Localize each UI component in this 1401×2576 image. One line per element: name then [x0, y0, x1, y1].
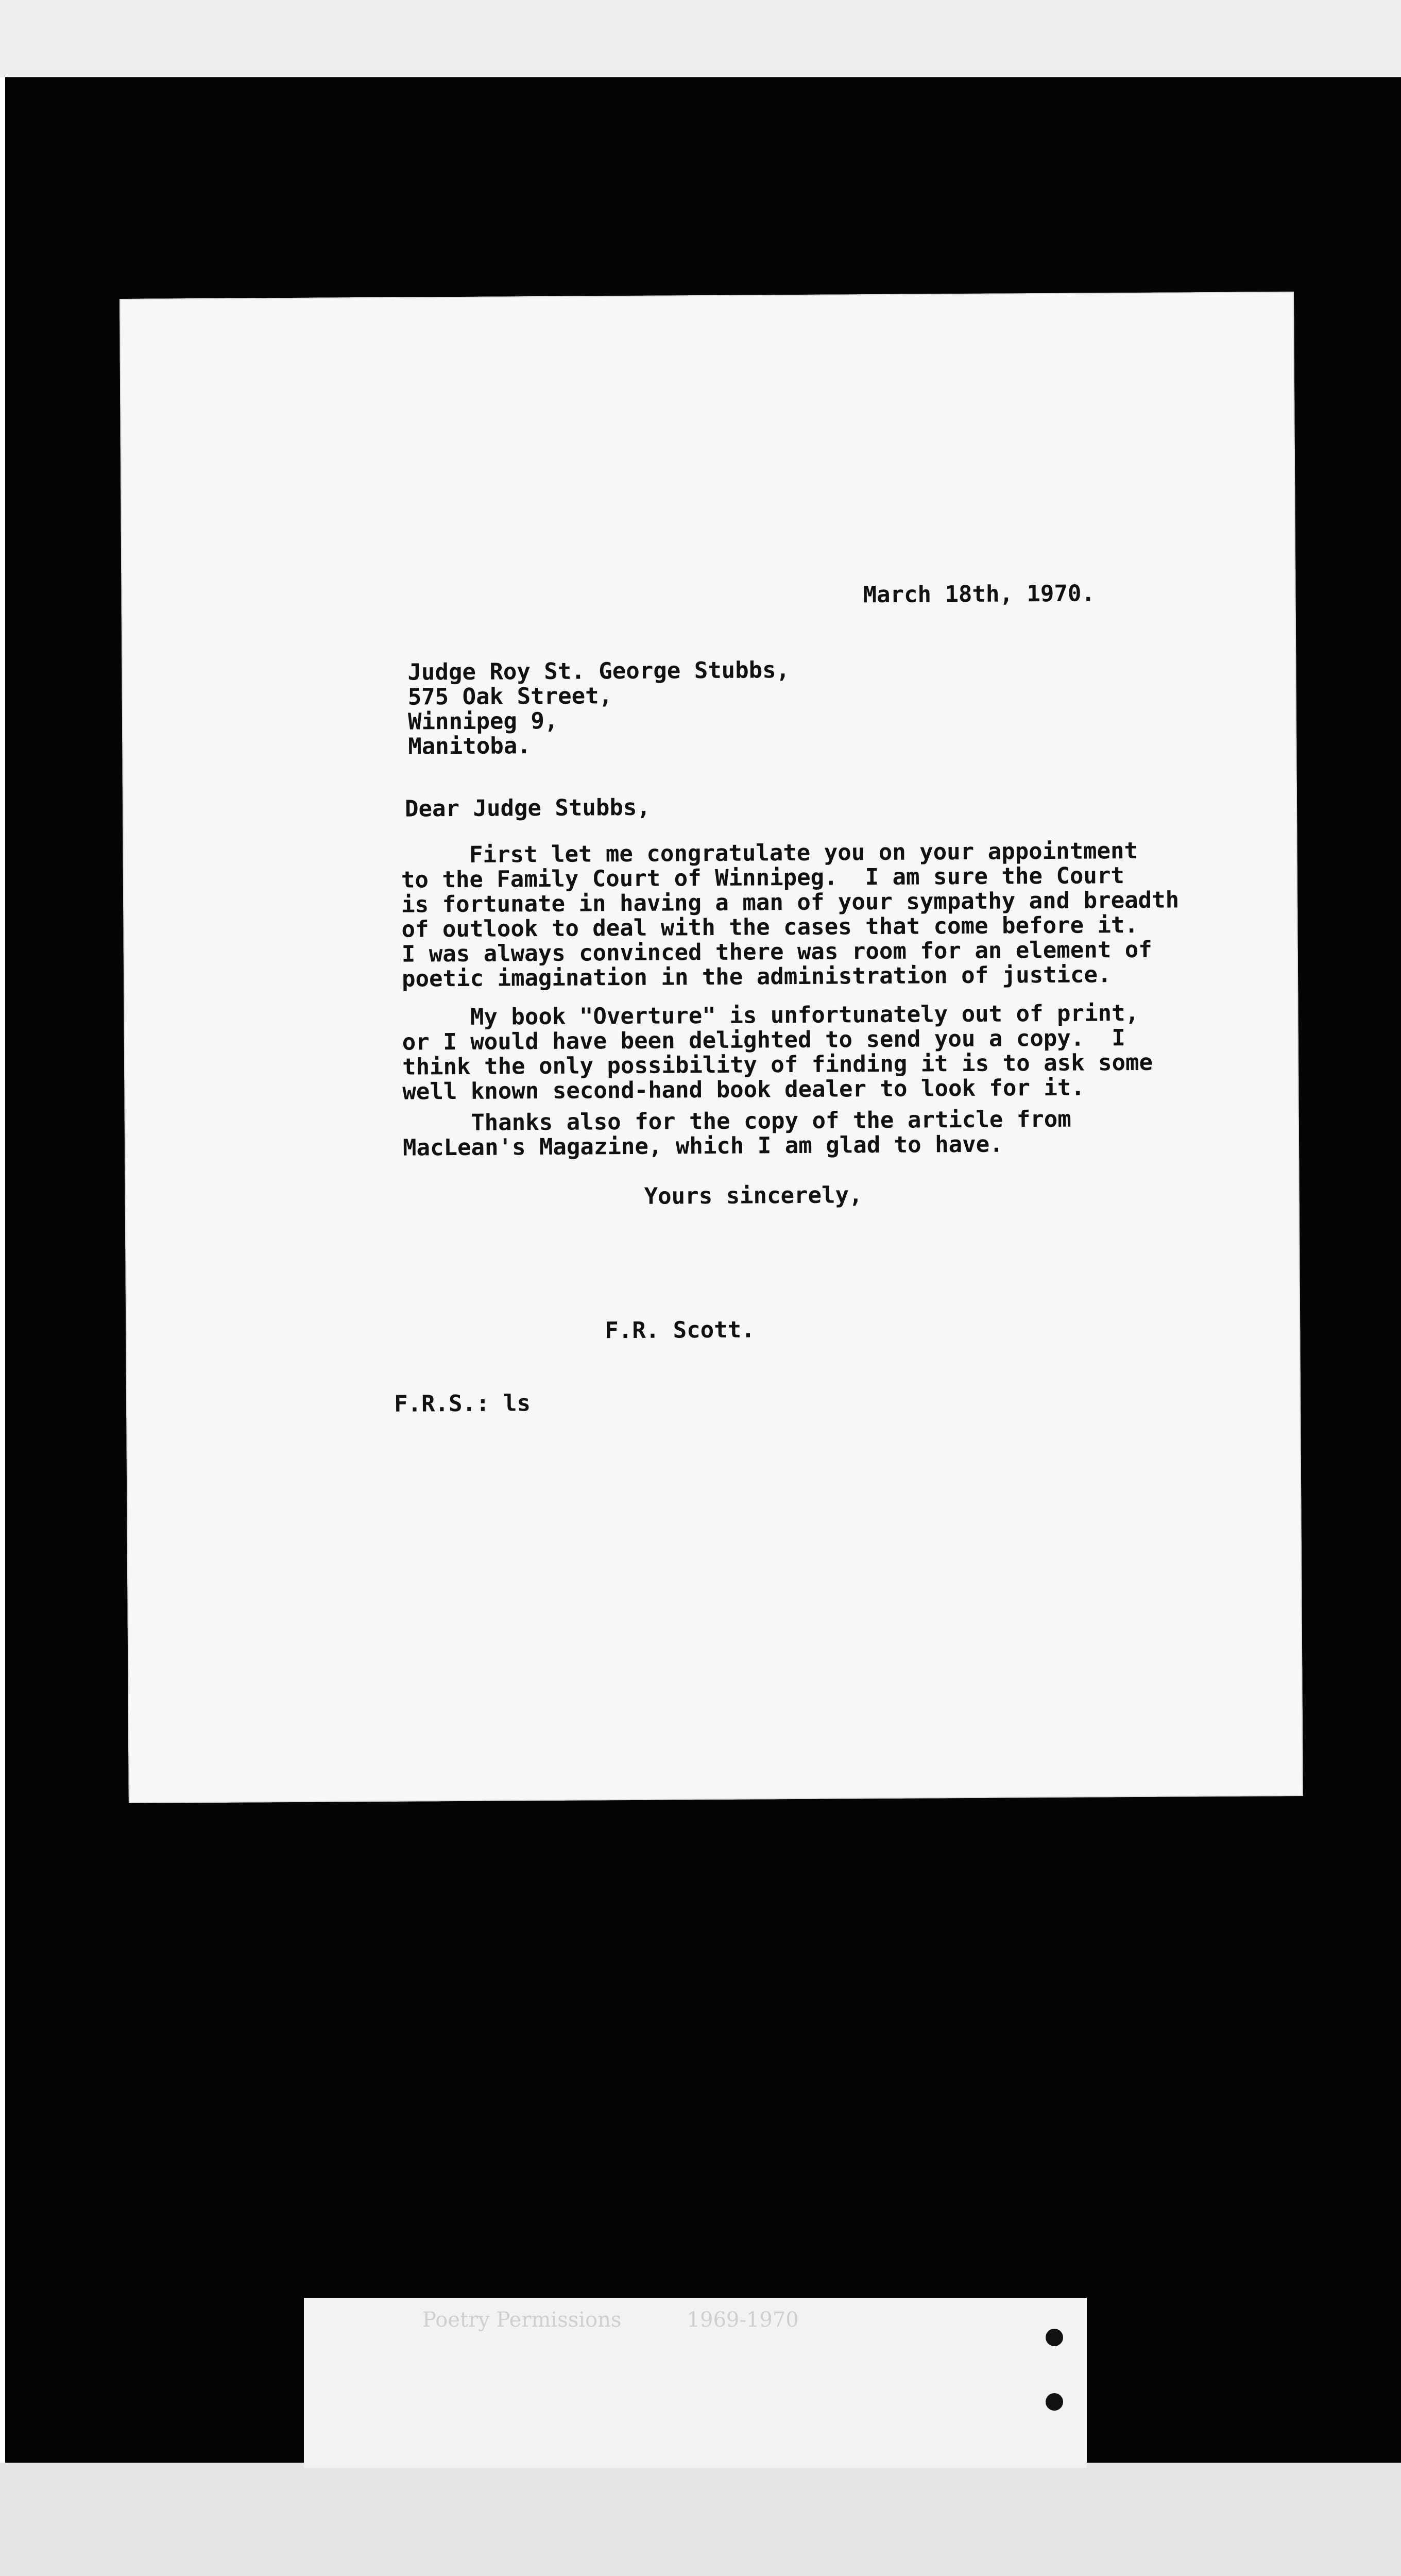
reference-initials: F.R.S.: ls [394, 1390, 531, 1417]
letter-date: March 18th, 1970. [863, 580, 1096, 608]
paragraph-thanks [403, 1107, 1072, 1161]
archive-label-card [304, 2298, 1087, 2468]
paragraph-line: of outlook to deal with the cases that come before it. [401, 911, 1139, 943]
closing: Yours sincerely, [644, 1182, 863, 1210]
paragraph-line: or I would have been delighted to send you a copy. I [402, 1025, 1125, 1056]
paragraph-congratulations [401, 838, 1180, 991]
paragraph-line: Thanks also for the copy of the article from [402, 1106, 1071, 1137]
paragraph-line: MacLean's Magazine, which I am glad to have. [402, 1131, 1003, 1161]
paragraph-line: think the only possibility of finding it is to ask some [402, 1049, 1153, 1080]
paragraph-overture [402, 1001, 1153, 1105]
paragraph-line: I was always convinced there was room for an element of [401, 936, 1152, 968]
salutation: Dear Judge Stubbs, [404, 794, 651, 822]
address-line: 575 Oak Street, [407, 683, 613, 710]
punch-hole-icon [1046, 2329, 1063, 2346]
punch-hole-icon [1046, 2393, 1063, 2411]
address-line: Manitoba. [408, 733, 531, 760]
signature: F.R. Scott. [605, 1316, 755, 1344]
film-bottom-edge [0, 2463, 1401, 2576]
recipient-address [407, 658, 790, 759]
address-line: Winnipeg 9, [407, 707, 558, 735]
paragraph-line: My book "Overture" is unfortunately out of print, [402, 999, 1139, 1031]
paragraph-line: well known second-hand book dealer to look for it. [402, 1074, 1085, 1105]
paragraph-line: poetic imagination in the administration of justice. [401, 961, 1112, 992]
archive-label: Poetry Permissions 1969-1970 [422, 2308, 799, 2332]
paragraph-line: is fortunate in having a man of your sympathy and breadth [401, 887, 1180, 918]
film-top-edge [0, 0, 1401, 77]
paragraph-line: to the Family Court of Winnipeg. I am sure the Court [401, 862, 1125, 893]
letter-sheet [119, 292, 1303, 1803]
address-line: Judge Roy St. George Stubbs, [407, 657, 790, 686]
paragraph-line: First let me congratulate you on your appointment [401, 837, 1138, 869]
